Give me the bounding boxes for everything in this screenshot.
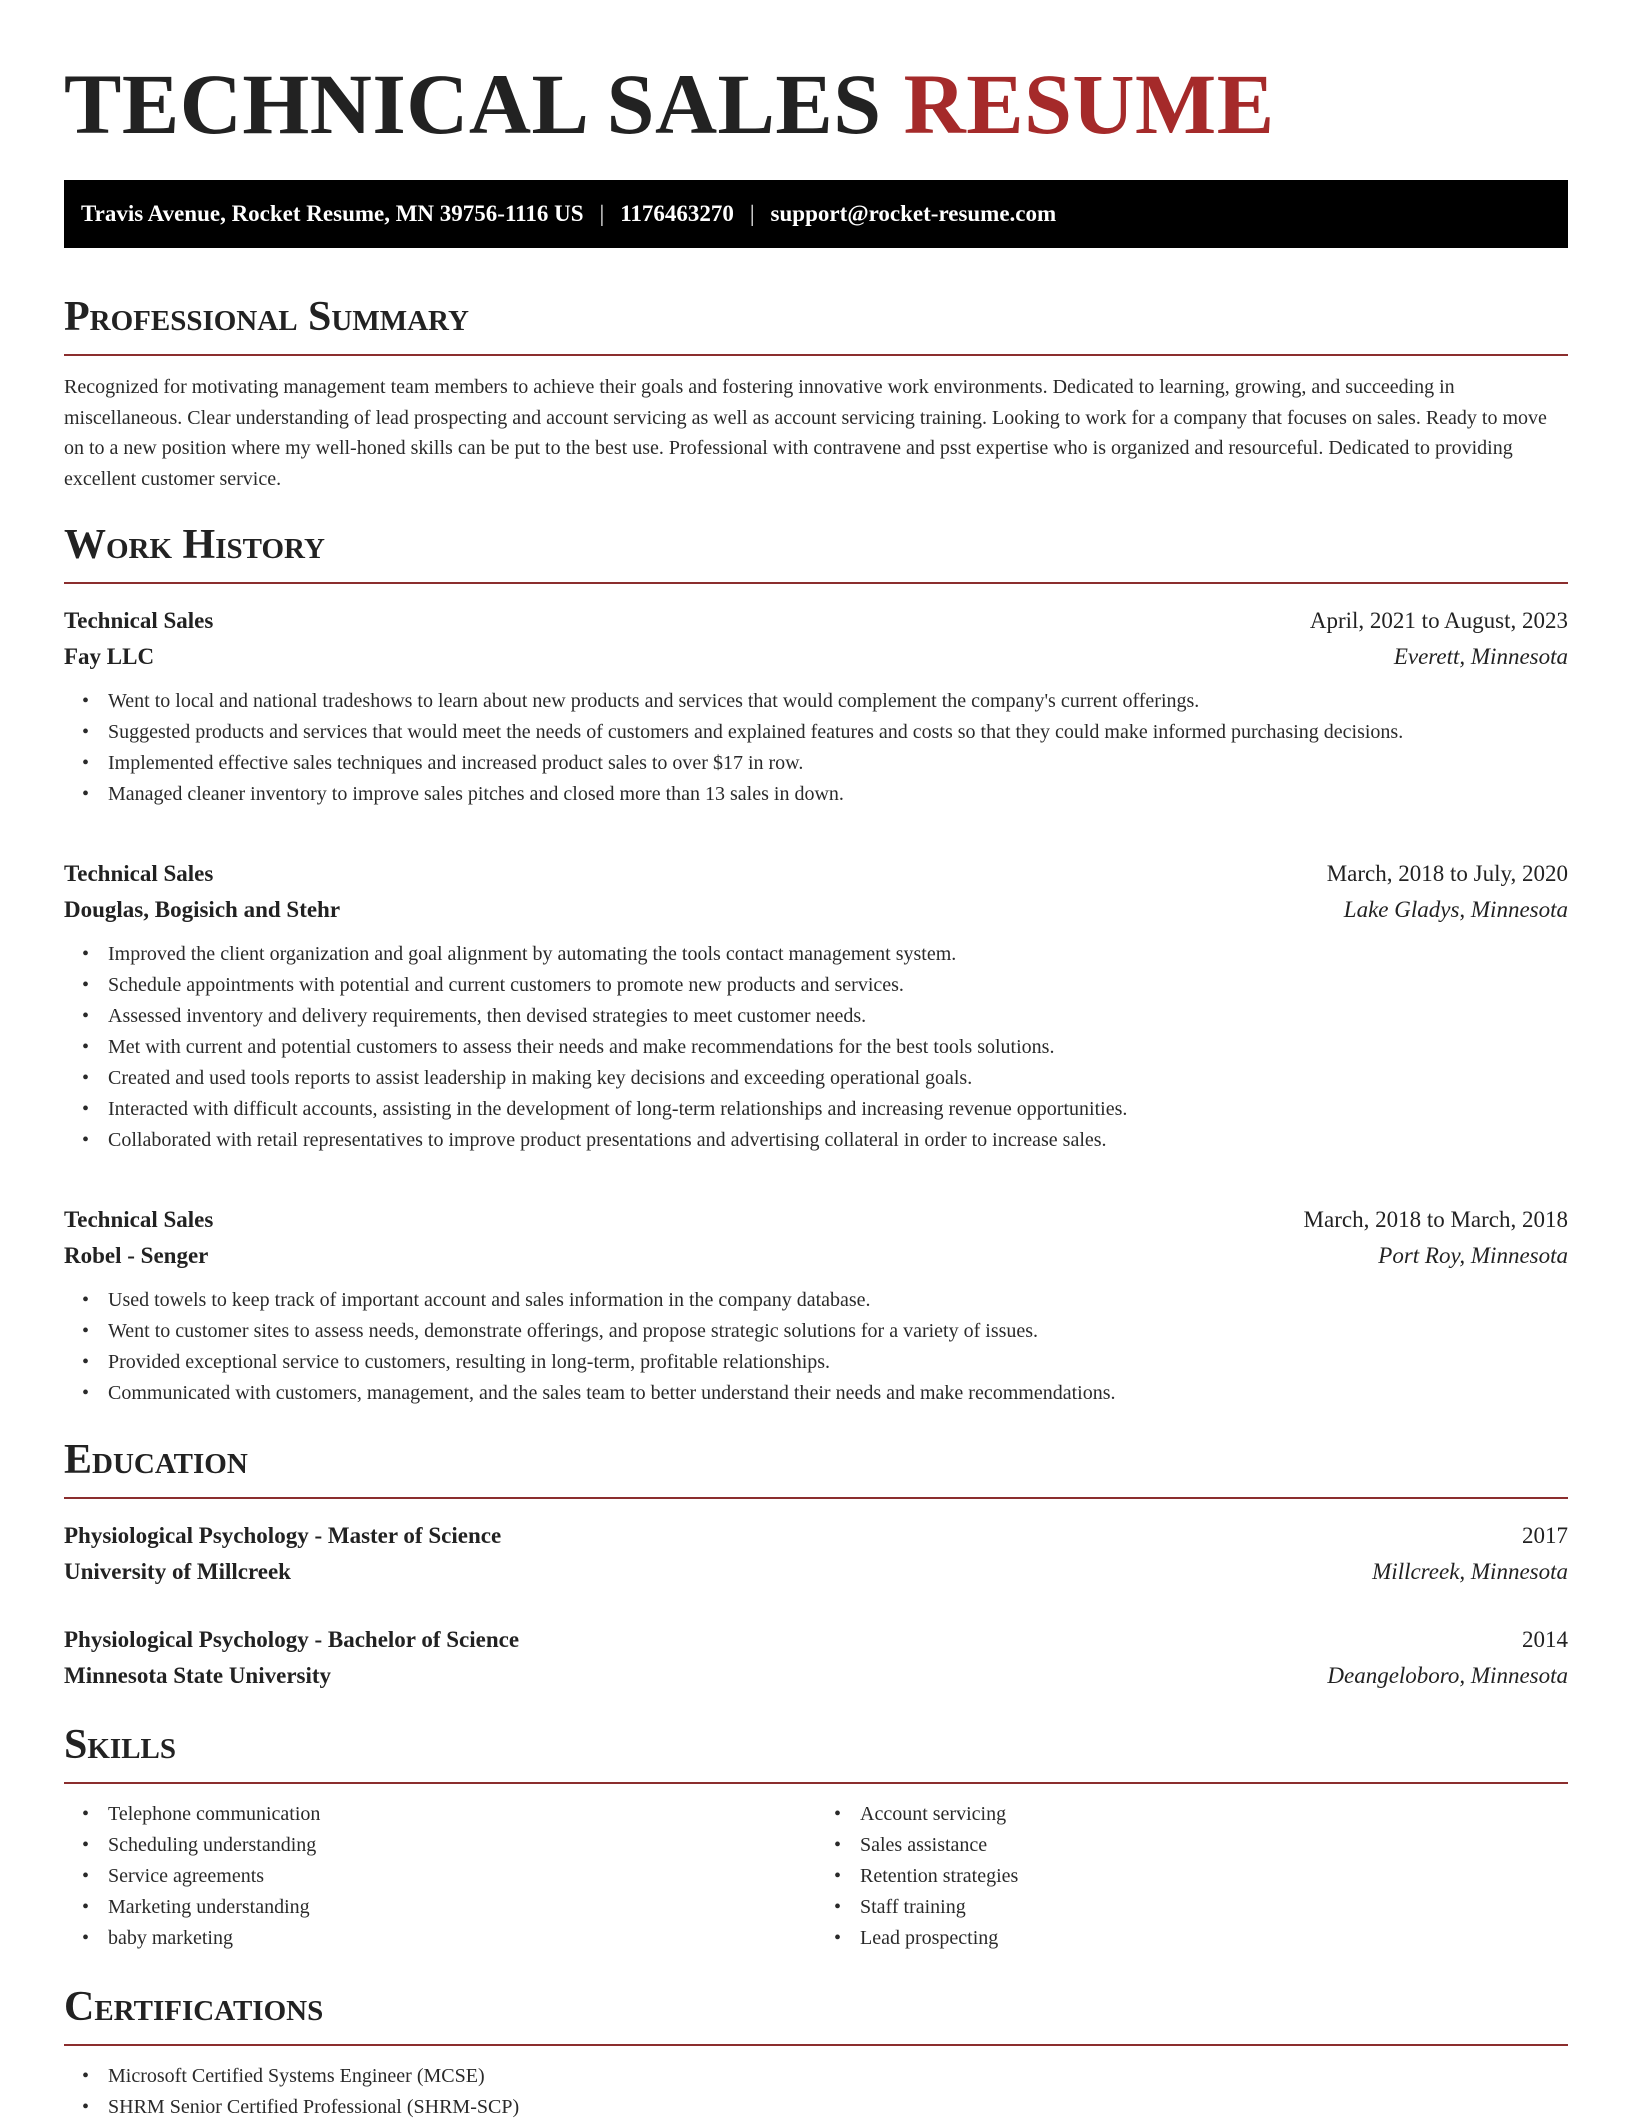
certification-item: • Microsoft Certified Systems Engineer (MCSE) bbox=[108, 2061, 1568, 2092]
education-entry bbox=[64, 1518, 1568, 1590]
section-heading-summary: Professional Summary bbox=[64, 292, 1568, 356]
education-year: 2017 bbox=[1522, 1523, 1568, 1548]
section-heading-work: Work History bbox=[64, 520, 1568, 584]
job-company: Fay LLC bbox=[64, 644, 155, 669]
job-title: Technical Sales bbox=[64, 608, 214, 633]
contact-email: support@rocket-resume.com bbox=[770, 201, 1057, 226]
contact-separator: | bbox=[749, 201, 755, 226]
job-title: Technical Sales bbox=[64, 861, 214, 886]
section-heading-skills: Skills bbox=[64, 1720, 1568, 1784]
education-school: Minnesota State University bbox=[64, 1663, 332, 1688]
certification-item: • SHRM Senior Certified Professional (SHRM-SCP) bbox=[108, 2092, 1568, 2123]
skill-item: • Service agreements bbox=[108, 1861, 816, 1892]
job-company: Robel - Senger bbox=[64, 1243, 209, 1268]
skill-item: • Marketing understanding bbox=[108, 1892, 816, 1923]
skill-item: • Account servicing bbox=[860, 1799, 1568, 1830]
job-dates: April, 2021 to August, 2023 bbox=[1309, 608, 1568, 633]
job-bullets bbox=[64, 1285, 1568, 1409]
education-location: Millcreek, Minnesota bbox=[1372, 1559, 1568, 1584]
job-location: Port Roy, Minnesota bbox=[1378, 1243, 1568, 1268]
contact-phone: 1176463270 bbox=[620, 201, 734, 226]
job-bullet: • Collaborated with retail representatives to improve product presentations and advertising collateral in order to increase sales. bbox=[108, 1125, 1568, 1156]
job-bullets bbox=[64, 939, 1568, 1156]
skills-list bbox=[64, 1799, 816, 1954]
education-degree: Physiological Psychology - Bachelor of Science bbox=[64, 1627, 520, 1652]
skill-item: • Telephone communication bbox=[108, 1799, 816, 1830]
job-entry bbox=[64, 1202, 1568, 1409]
skills-column-left bbox=[64, 1799, 816, 1954]
job-title: Technical Sales bbox=[64, 1207, 214, 1232]
job-bullet: • Used towels to keep track of important account and sales information in the company database. bbox=[108, 1285, 1568, 1316]
education-location: Deangeloboro, Minnesota bbox=[1327, 1663, 1568, 1688]
job-bullet: • Went to customer sites to assess needs, demonstrate offerings, and propose strategic solutions for a variety of issues. bbox=[108, 1316, 1568, 1347]
job-bullet: • Schedule appointments with potential and current customers to promote new products and services. bbox=[108, 970, 1568, 1001]
certifications-list bbox=[64, 2061, 1568, 2123]
education-year: 2014 bbox=[1522, 1627, 1568, 1652]
job-bullet: • Went to local and national tradeshows to learn about new products and services that would complement the company's current offerings. bbox=[108, 686, 1568, 717]
education-school: University of Millcreek bbox=[64, 1559, 291, 1584]
summary-text: Recognized for motivating management team members to achieve their goals and fostering innovative work environments. Dedicated to learning, growing, and succeeding in miscellaneous. Clear understanding of lead prospecting and account servicing as well as account servicing training. Looking to work for a company that focuses on sales. Ready to move on to a new position where my well-honed skills can be put to the best use. Professional with contravene and psst expertise who is organized and resourceful. Dedicated to providing excellent customer service. bbox=[64, 376, 1547, 490]
skills-section bbox=[64, 1720, 1568, 1954]
section-heading-certifications: Certifications bbox=[64, 1982, 1568, 2046]
job-bullet: • Managed cleaner inventory to improve sales pitches and closed more than 13 sales in down. bbox=[108, 779, 1568, 810]
skills-grid bbox=[64, 1799, 1568, 1954]
contact-bar bbox=[64, 180, 1568, 248]
job-bullet: • Created and used tools reports to assist leadership in making key decisions and exceeding operational goals. bbox=[108, 1063, 1568, 1094]
job-company: Douglas, Bogisich and Stehr bbox=[64, 897, 341, 922]
contact-address: Travis Avenue, Rocket Resume, MN 39756-1116 US bbox=[81, 201, 584, 226]
skill-item: • Sales assistance bbox=[860, 1830, 1568, 1861]
job-dates: March, 2018 to July, 2020 bbox=[1326, 861, 1568, 886]
skills-list bbox=[816, 1799, 1568, 1954]
skill-item: • Staff training bbox=[860, 1892, 1568, 1923]
certifications-section bbox=[64, 1982, 1568, 2123]
skill-item: • Scheduling understanding bbox=[108, 1830, 816, 1861]
skill-item: • Lead prospecting bbox=[860, 1923, 1568, 1954]
skill-item: • baby marketing bbox=[108, 1923, 816, 1954]
job-bullet: • Assessed inventory and delivery requirements, then devised strategies to meet customer needs. bbox=[108, 1001, 1568, 1032]
summary-section bbox=[64, 292, 1568, 494]
education-entry bbox=[64, 1622, 1568, 1694]
job-bullet: • Provided exceptional service to customers, resulting in long-term, profitable relationships. bbox=[108, 1347, 1568, 1378]
job-bullet: • Implemented effective sales techniques and increased product sales to over $17 in row. bbox=[108, 748, 1568, 779]
job-bullets bbox=[64, 686, 1568, 810]
education-degree: Physiological Psychology - Master of Science bbox=[64, 1523, 502, 1548]
title-accent: RESUME bbox=[903, 56, 1275, 152]
resume-title bbox=[64, 58, 1568, 150]
skills-column-right bbox=[816, 1799, 1568, 1954]
job-location: Everett, Minnesota bbox=[1393, 644, 1568, 669]
job-entry bbox=[64, 603, 1568, 810]
job-dates: March, 2018 to March, 2018 bbox=[1303, 1207, 1568, 1232]
section-heading-education: Education bbox=[64, 1435, 1568, 1499]
job-bullet: • Suggested products and services that would meet the needs of customers and explained features and costs so that they could make informed purchasing decisions. bbox=[108, 717, 1568, 748]
job-bullet: • Met with current and potential customers to assess their needs and make recommendations for the best tools solutions. bbox=[108, 1032, 1568, 1063]
job-bullet: • Interacted with difficult accounts, assisting in the development of long-term relationships and increasing revenue opportunities. bbox=[108, 1094, 1568, 1125]
contact-separator: | bbox=[599, 201, 605, 226]
job-bullet: • Improved the client organization and goal alignment by automating the tools contact management system. bbox=[108, 939, 1568, 970]
work-history-section bbox=[64, 520, 1568, 1409]
education-section bbox=[64, 1435, 1568, 1694]
job-entry bbox=[64, 856, 1568, 1156]
job-bullet: • Communicated with customers, management, and the sales team to better understand their needs and make recommendations. bbox=[108, 1378, 1568, 1409]
title-main: TECHNICAL SALES bbox=[64, 56, 882, 152]
skill-item: • Retention strategies bbox=[860, 1861, 1568, 1892]
job-location: Lake Gladys, Minnesota bbox=[1343, 897, 1568, 922]
